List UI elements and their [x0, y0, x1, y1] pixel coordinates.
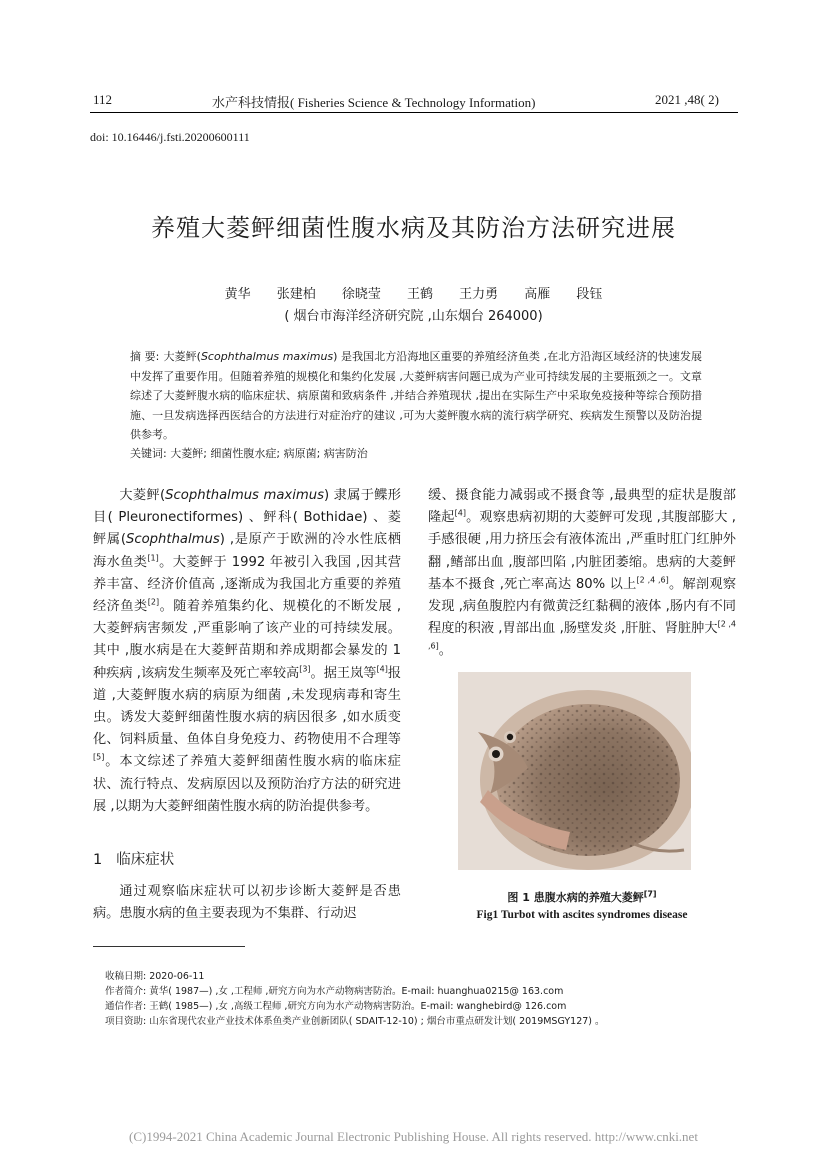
keywords: 关键词: 大菱鲆; 细菌性腹水症; 病原菌; 病害防治: [130, 447, 368, 460]
citation[interactable]: [3]: [299, 664, 311, 674]
citation[interactable]: [5]: [93, 753, 105, 763]
affiliation: ( 烟台市海洋经济研究院 ,山东烟台 264000): [284, 309, 543, 324]
body-text: 缓、摄食能力减弱或不摄食等 ,最典型的症状是腹部隆起: [428, 488, 736, 526]
header-rule: [90, 112, 738, 113]
citation[interactable]: [4]: [376, 664, 388, 674]
body-text: ) 隶属于鲽形目( Pleuronectiformes) 、鲆科( Bothidae) 、菱鲆属(: [93, 488, 401, 548]
intro-paragraph: [93, 485, 401, 818]
journal-name: 水产科技情报( Fisheries Science & Technology Information): [212, 95, 536, 110]
figure-caption-cn: [428, 889, 736, 905]
body-text: ) ,是原产于欧洲的冷水性底栖海水鱼类: [93, 532, 401, 570]
abstract: [130, 347, 702, 445]
body-text: 。随着养殖集约化、规模化的不断发展 ,大菱鲆病害频发 ,严重影响了该产业的可持续发展。其中 ,腹水病是在大菱鲆苗期和养成期都会暴发的 1 种疾病 ,该病发生频率及死亡率较高: [93, 599, 402, 681]
body-text: 。解剖观察发现 ,病鱼腹腔内有微黄泛红黏稠的液体 ,肠内有不同程度的积液 ,胃部出血 ,肠壁发炎 ,肝脏、肾脏肿大: [428, 576, 737, 637]
footnote-funding: 项目资助: 山东省现代农业产业技术体系鱼类产业创新团队( SDAIT-12-10) ; 烟台市重点研发计划( 2019MSGY127) 。: [105, 1016, 605, 1027]
citation[interactable]: [1]: [147, 553, 159, 563]
body-text: 。: [438, 643, 452, 659]
turbot-photo: [458, 672, 691, 870]
section-number: 1: [93, 852, 103, 868]
body-paragraph: 通过观察临床症状可以初步诊断大菱鲆是否患病。患腹水病的鱼主要表现为不集群、行动迟: [93, 884, 401, 922]
footnote-received: 收稿日期: 2020-06-11: [105, 971, 205, 982]
author-list: 黄华 张建柏 徐晓莹 王鹤 王力勇 高雁 段钰: [224, 287, 603, 302]
doi[interactable]: doi: 10.16446/j.fsti.20200600111: [90, 130, 250, 144]
body-text: 。本文综述了养殖大菱鲆细菌性腹水病的临床症状、流行特点、发病原因以及预防治疗方法的研究进展 ,以期为大菱鲆细菌性腹水病的防治提供参考。: [93, 754, 401, 814]
section-title: 临床症状: [116, 852, 175, 868]
body-paragraph: [428, 485, 736, 663]
abstract-text: ) 是我国北方沿海地区重要的养殖经济鱼类 ,在北方沿海区域经济的快速发展中发挥了重要作用。但随着养殖的规模化和集约化发展 ,大菱鲆病害问题已成为产业可持续发展的主要瓶颈之一。文章综述了大菱鲆腹水病的临床症状、病原菌和致病条件 ,并结合养殖现状 ,提出在实际生产中采取免疫接种等综合预防措施、一旦发病选择西医结合的方法进行对症治疗的建议 ,可为大菱鲆腹水病的流行病学研究、疾病发生预警以及防治提供参考。: [130, 350, 703, 441]
body-text: 。据王岚等: [310, 665, 377, 681]
footnote-corresponding: 通信作者: 王鹤( 1985—) ,女 ,高级工程师 ,研究方向为水产动物病害防治。E-mail: wanghebird@ 126.com: [105, 1001, 567, 1012]
citation[interactable]: [2]: [147, 597, 160, 607]
left-column: [93, 485, 401, 818]
journal-volume: 2021 ,48( 2): [655, 92, 719, 107]
abstract-text: 大菱鲆(: [163, 350, 201, 363]
citation[interactable]: [7]: [643, 889, 657, 899]
right-column: [428, 485, 736, 663]
section-heading: [93, 848, 174, 869]
abstract-label: 摘 要:: [130, 350, 160, 363]
page-number: 112: [93, 92, 113, 107]
figure-caption-en: Fig1 Turbot with ascites syndromes disease: [476, 909, 688, 921]
latin-name: Scophthalmus: [125, 532, 220, 548]
copyright-footer: (C)1994-2021 China Academic Journal Electronic Publishing House. All rights reserved. http://www.cnki.net: [129, 1129, 698, 1144]
citation[interactable]: [4]: [454, 508, 466, 518]
body-text: 。大菱鲆于 1992 年被引入我国 ,因其营养丰富、经济价值高 ,逐渐成为我国北方重要的养殖经济鱼类: [93, 554, 402, 615]
citation[interactable]: [2 ,4 ,6]: [428, 619, 736, 652]
body-text: 报道 ,大菱鲆腹水病的病原为细菌 ,未发现病毒和寄生虫。诱发大菱鲆细菌性腹水病的病因很多 ,如水质变化、饲料质量、鱼体自身免疫力、药物使用不合理等: [93, 665, 402, 748]
abstract-latin: Scophthalmus maximus: [200, 350, 334, 363]
body-text: 大菱鲆(: [119, 488, 166, 503]
footnote-rule: [93, 946, 245, 947]
caption-text: 图 1 患腹水病的养殖大菱鲆: [507, 891, 644, 904]
body-text: 。观察患病初期的大菱鲆可发现 ,其腹部膨大 ,手感很硬 ,用力挤压会有液体流出 ,严重时肛门红肿外翻 ,鳍部出血 ,腹部凹陷 ,内脏团萎缩。患病的大菱鲆基本不摄食 ,死亡率高达 80% 以上: [428, 510, 736, 592]
article-title: 养殖大菱鲆细菌性腹水病及其防治方法研究进展: [151, 214, 676, 242]
left-column-continued: [93, 881, 401, 925]
latin-name: Scophthalmus maximus: [165, 488, 324, 503]
citation[interactable]: [2 ,4 ,6]: [636, 575, 669, 585]
footnote-author: 作者简介: 黄华( 1987—) ,女 ,工程师 ,研究方向为水产动物病害防治。E-mail: huanghua0215@ 163.com: [105, 986, 564, 997]
